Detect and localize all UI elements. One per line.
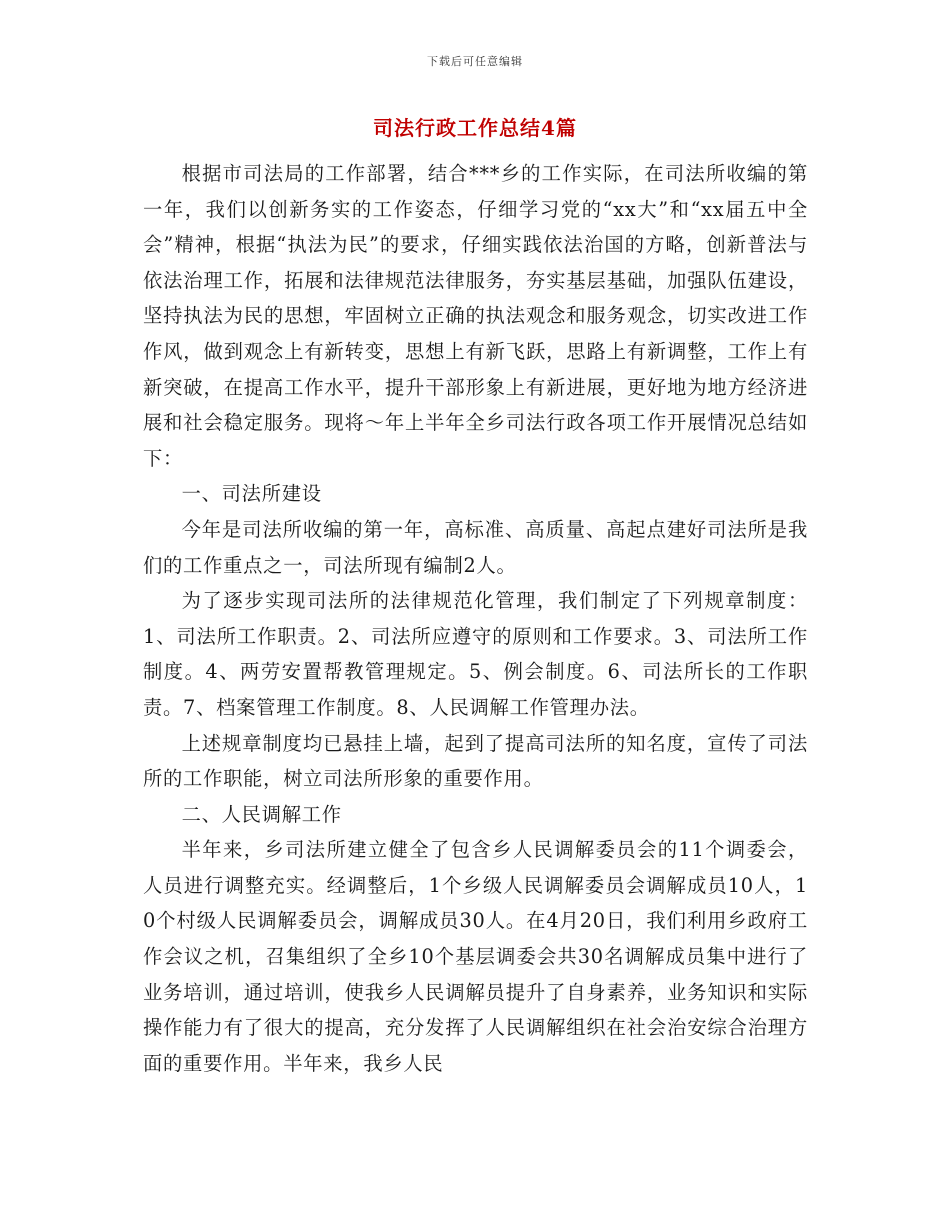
paragraph-section-2a: 半年来，乡司法所建立健全了包含乡人民调解委员会的11个调委会，人员进行调整充实。经调整后，1个乡级人民调解委员会调解成员10人，10个村级人民调解委员会，调解成员30人。在4月20日，我们利用乡政府工作会议之机，召集组织了全乡10个基层调委会共30名调解成员集中进行了业务培训，通过培训，使我乡人民调解员提升了自身素养，业务知识和实际操作能力有了很大的提高，充分发挥了人民调解组织在社会治安综合治理方面的重要作用。半年来，我乡人民 [143,838,808,1075]
paragraph-intro: 根据市司法局的工作部署，结合***乡的工作实际，在司法所收编的第一年，我们以创新务实的工作姿态，仔细学习党的“xx大”和“xx届五中全会”精神，根据“执法为民”的要求，仔细实践依法治国的方略，创新普法与依法治理工作，拓展和法律规范法律服务，夯实基层基础，加强队伍建设，坚持执法为民的思想，牢固树立正确的执法观念和服务观念，切实改进工作作风，做到观念上有新转变，思想上有新飞跃，思路上有新调整，工作上有新突破，在提高工作水平，提升干部形象上有新进展，更好地为地方经济进展和社会稳定服务。现将～年上半年全乡司法行政各项工作开展情况总结如下： [143,162,808,470]
paragraph-section-1c: 上述规章制度均已悬挂上墙，起到了提高司法所的知名度，宣传了司法所的工作职能，树立司法所形象的重要作用。 [143,731,808,791]
page-header-note: 下载后可任意编辑 [427,55,523,68]
section-heading-1: 一、司法所建设 [181,482,322,506]
document-title: 司法行政工作总结4篇 [373,116,577,140]
document-body [143,156,808,1081]
paragraph-section-1b: 为了逐步实现司法所的法律规范化管理，我们制定了下列规章制度：1、司法所工作职责。2、司法所应遵守的原则和工作要求。3、司法所工作制度。4、两劳安置帮教管理规定。5、例会制度。6、司法所长的工作职责。7、档案管理工作制度。8、人民调解工作管理办法。 [143,589,808,719]
section-heading-2: 二、人民调解工作 [181,802,342,826]
paragraph-section-1a: 今年是司法所收编的第一年，高标准、高质量、高起点建好司法所是我们的工作重点之一，司法所现有编制2人。 [143,517,808,577]
